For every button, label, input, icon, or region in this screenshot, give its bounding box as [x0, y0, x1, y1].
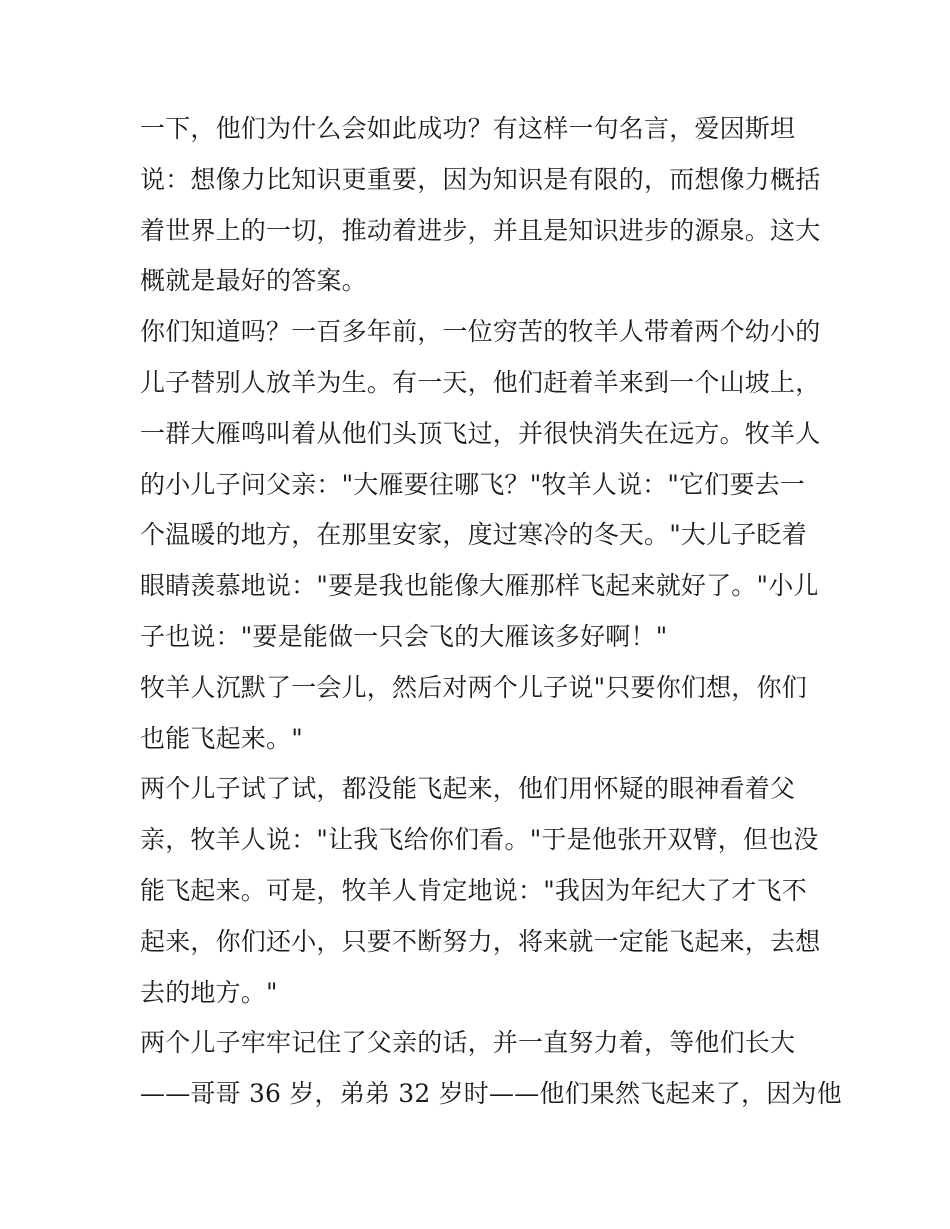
text-line: 儿子替别人放羊为生。有一天，他们赶着羊来到一个山坡上，	[140, 367, 821, 397]
text-line: 牧羊人沉默了一会儿，然后对两个儿子说"只要你们想，你们	[140, 672, 807, 702]
text-line: 一下，他们为什么会如此成功？有这样一句名言，爱因斯坦	[140, 114, 796, 143]
text-line: ——哥哥 36 岁，弟弟 32 岁时——他们果然飞起来了，因为他	[140, 1079, 842, 1109]
text-line: 能飞起来。可是，牧羊人肯定地说："我因为年纪大了才飞不	[140, 875, 807, 905]
text-line: 你们知道吗？一百多年前，一位穷苦的牧羊人带着两个幼小的	[140, 317, 821, 347]
body-text	[140, 104, 842, 1120]
text-line: 说：想像力比知识更重要，因为知识是有限的，而想像力概括	[140, 164, 821, 194]
text-line: 概就是最好的答案。	[140, 266, 367, 296]
text-line: 着世界上的一切，推动着进步，并且是知识进步的源泉。这大	[140, 215, 821, 245]
text-line: 两个儿子牢牢记住了父亲的话，并一直努力着，等他们长大	[140, 1028, 796, 1058]
text-line: 子也说："要是能做一只会飞的大雁该多好啊！"	[140, 621, 668, 651]
text-line: 一群大雁鸣叫着从他们头顶飞过，并很快消失在远方。牧羊人	[140, 418, 821, 448]
text-line: 也能飞起来。"	[140, 723, 303, 753]
text-line: 的小儿子问父亲："大雁要往哪飞？"牧羊人说："它们要去一	[140, 469, 806, 499]
text-line: 两个儿子试了试，都没能飞起来，他们用怀疑的眼神看着父	[140, 774, 796, 804]
text-line: 起来，你们还小，只要不断努力，将来就一定能飞起来，去想	[140, 926, 821, 956]
text-line: 个温暖的地方，在那里安家，度过寒冷的冬天。"大儿子眨着	[140, 520, 807, 550]
text-line: 去的地方。"	[140, 977, 278, 1007]
text-line: 亲，牧羊人说："让我飞给你们看。"于是他张开双臂，但也没	[140, 825, 819, 855]
text-line: 眼睛羡慕地说："要是我也能像大雁那样飞起来就好了。"小儿	[140, 571, 819, 601]
